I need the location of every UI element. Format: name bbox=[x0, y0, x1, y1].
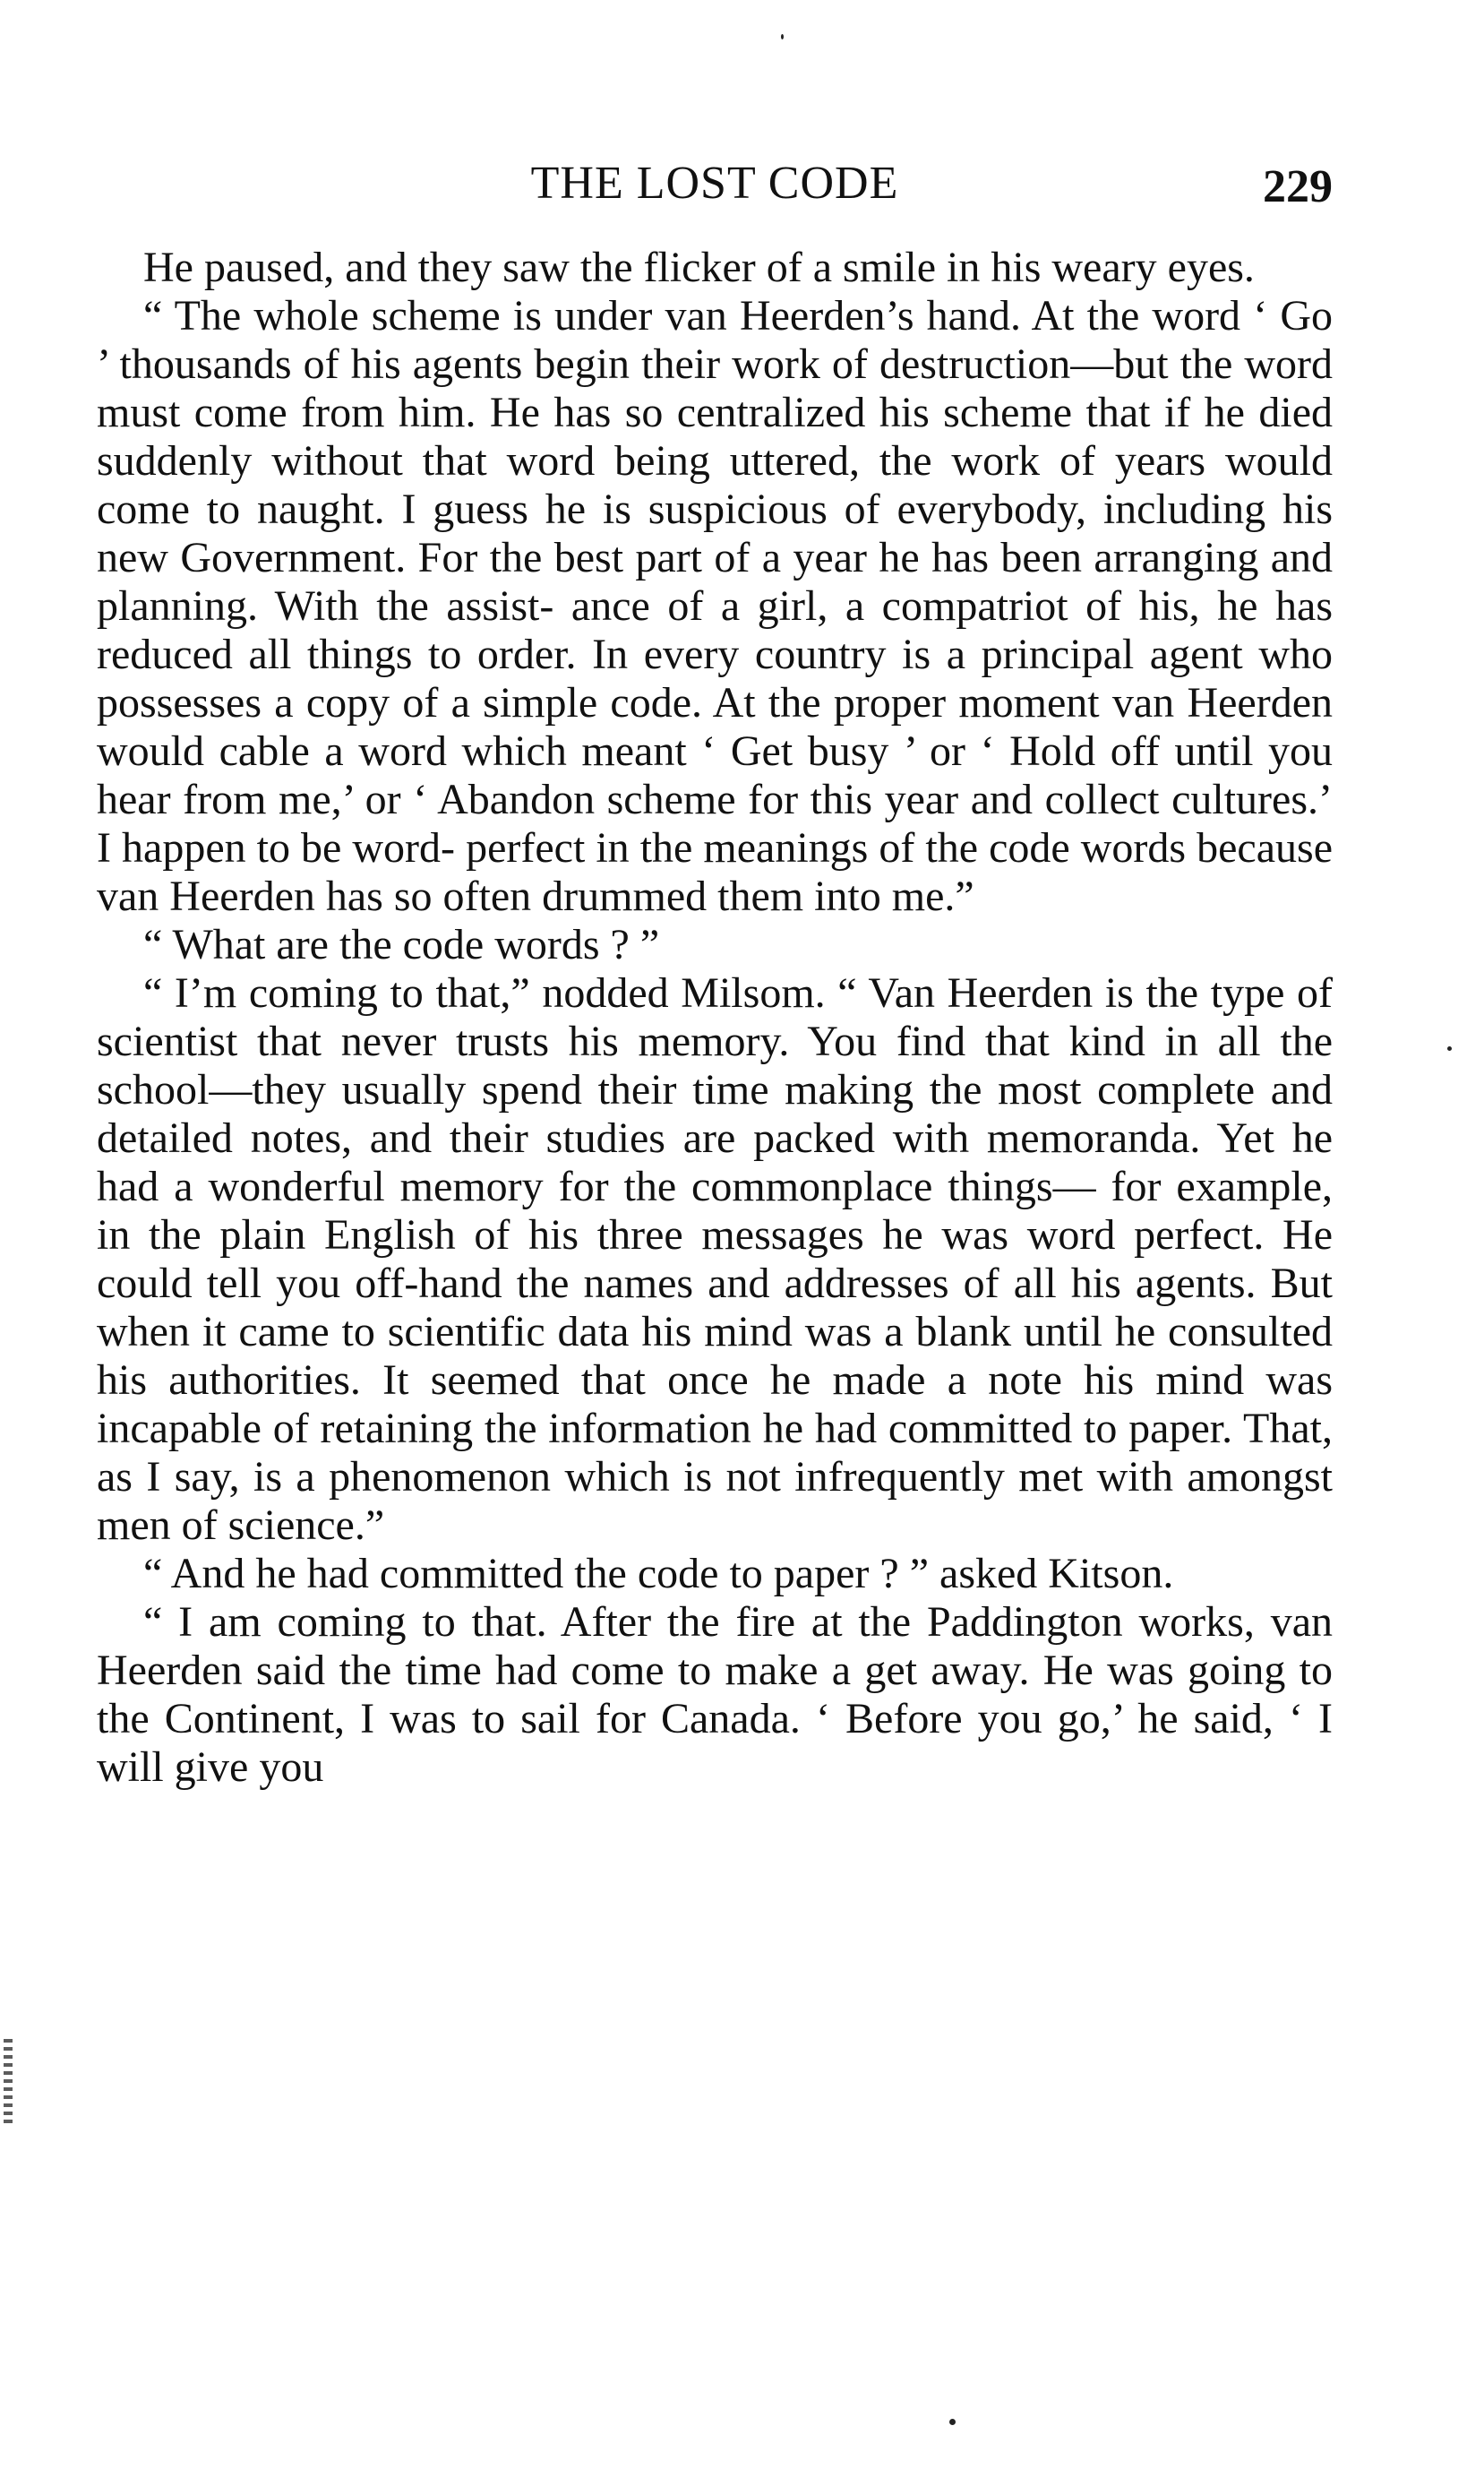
body-text bbox=[97, 244, 1333, 1792]
print-speck bbox=[1447, 1046, 1452, 1051]
paragraph: He paused, and they saw the flicker of a smile in his weary eyes. bbox=[143, 244, 1255, 291]
running-title: THE LOST CODE bbox=[530, 158, 899, 209]
print-speck bbox=[949, 2419, 956, 2425]
print-speck bbox=[781, 34, 784, 39]
paragraph: “ I am coming to that. After the fire at the Paddington works, van Heerden said the time had come to make a get away. He was going to the Continent, I was to sail for Canada. ‘ Before you go,’ he said, ‘ I will give you bbox=[97, 1598, 1333, 1791]
running-head bbox=[97, 152, 1333, 215]
paragraph: “ And he had committed the code to paper ? ” asked Kitson. bbox=[143, 1550, 1174, 1597]
paragraph: “ What are the code words ? ” bbox=[143, 921, 660, 968]
margin-stain bbox=[4, 2039, 13, 2125]
page-number: 229 bbox=[1263, 161, 1333, 212]
paragraph: “ The whole scheme is under van Heerden’s hand. At the word ‘ Go ’ thousands of his agents begin their work of destruction—but the word must come from him. He has so centralized his scheme that if he died suddenly without that word being uttered, the work of years would come to naught. I guess he is suspicious of everybody, including his new Government. For the best part of a year he has been arranging and planning. With the assist- ance of a girl, a compatriot of his, he has reduced all things to order. In every country is a principal agent who possesses a copy of a simple code. At the proper moment van Heerden would cable a word which meant ‘ Get busy ’ or ‘ Hold off until you hear from me,’ or ‘ Abandon scheme for this year and collect cultures.’ I happen to be word- perfect in the meanings of the code words because van Heerden has so often drummed them into me.” bbox=[97, 292, 1333, 920]
paragraph: “ I’m coming to that,” nodded Milsom. “ Van Heerden is the type of scientist that never trusts his memory. You find that kind in all the school—they usually spend their time making the most complete and detailed notes, and their studies are packed with memoranda. Yet he had a wonderful memory for the commonplace things— for example, in the plain English of his three messages he was word perfect. He could tell you off-hand the names and addresses of all his agents. But when it came to scientific data his mind was a blank until he consulted his authorities. It seemed that once he made a note his mind was incapable of retaining the information he had committed to paper. That, as I say, is a phenomenon which is not infrequently met with amongst men of science.” bbox=[97, 969, 1333, 1549]
